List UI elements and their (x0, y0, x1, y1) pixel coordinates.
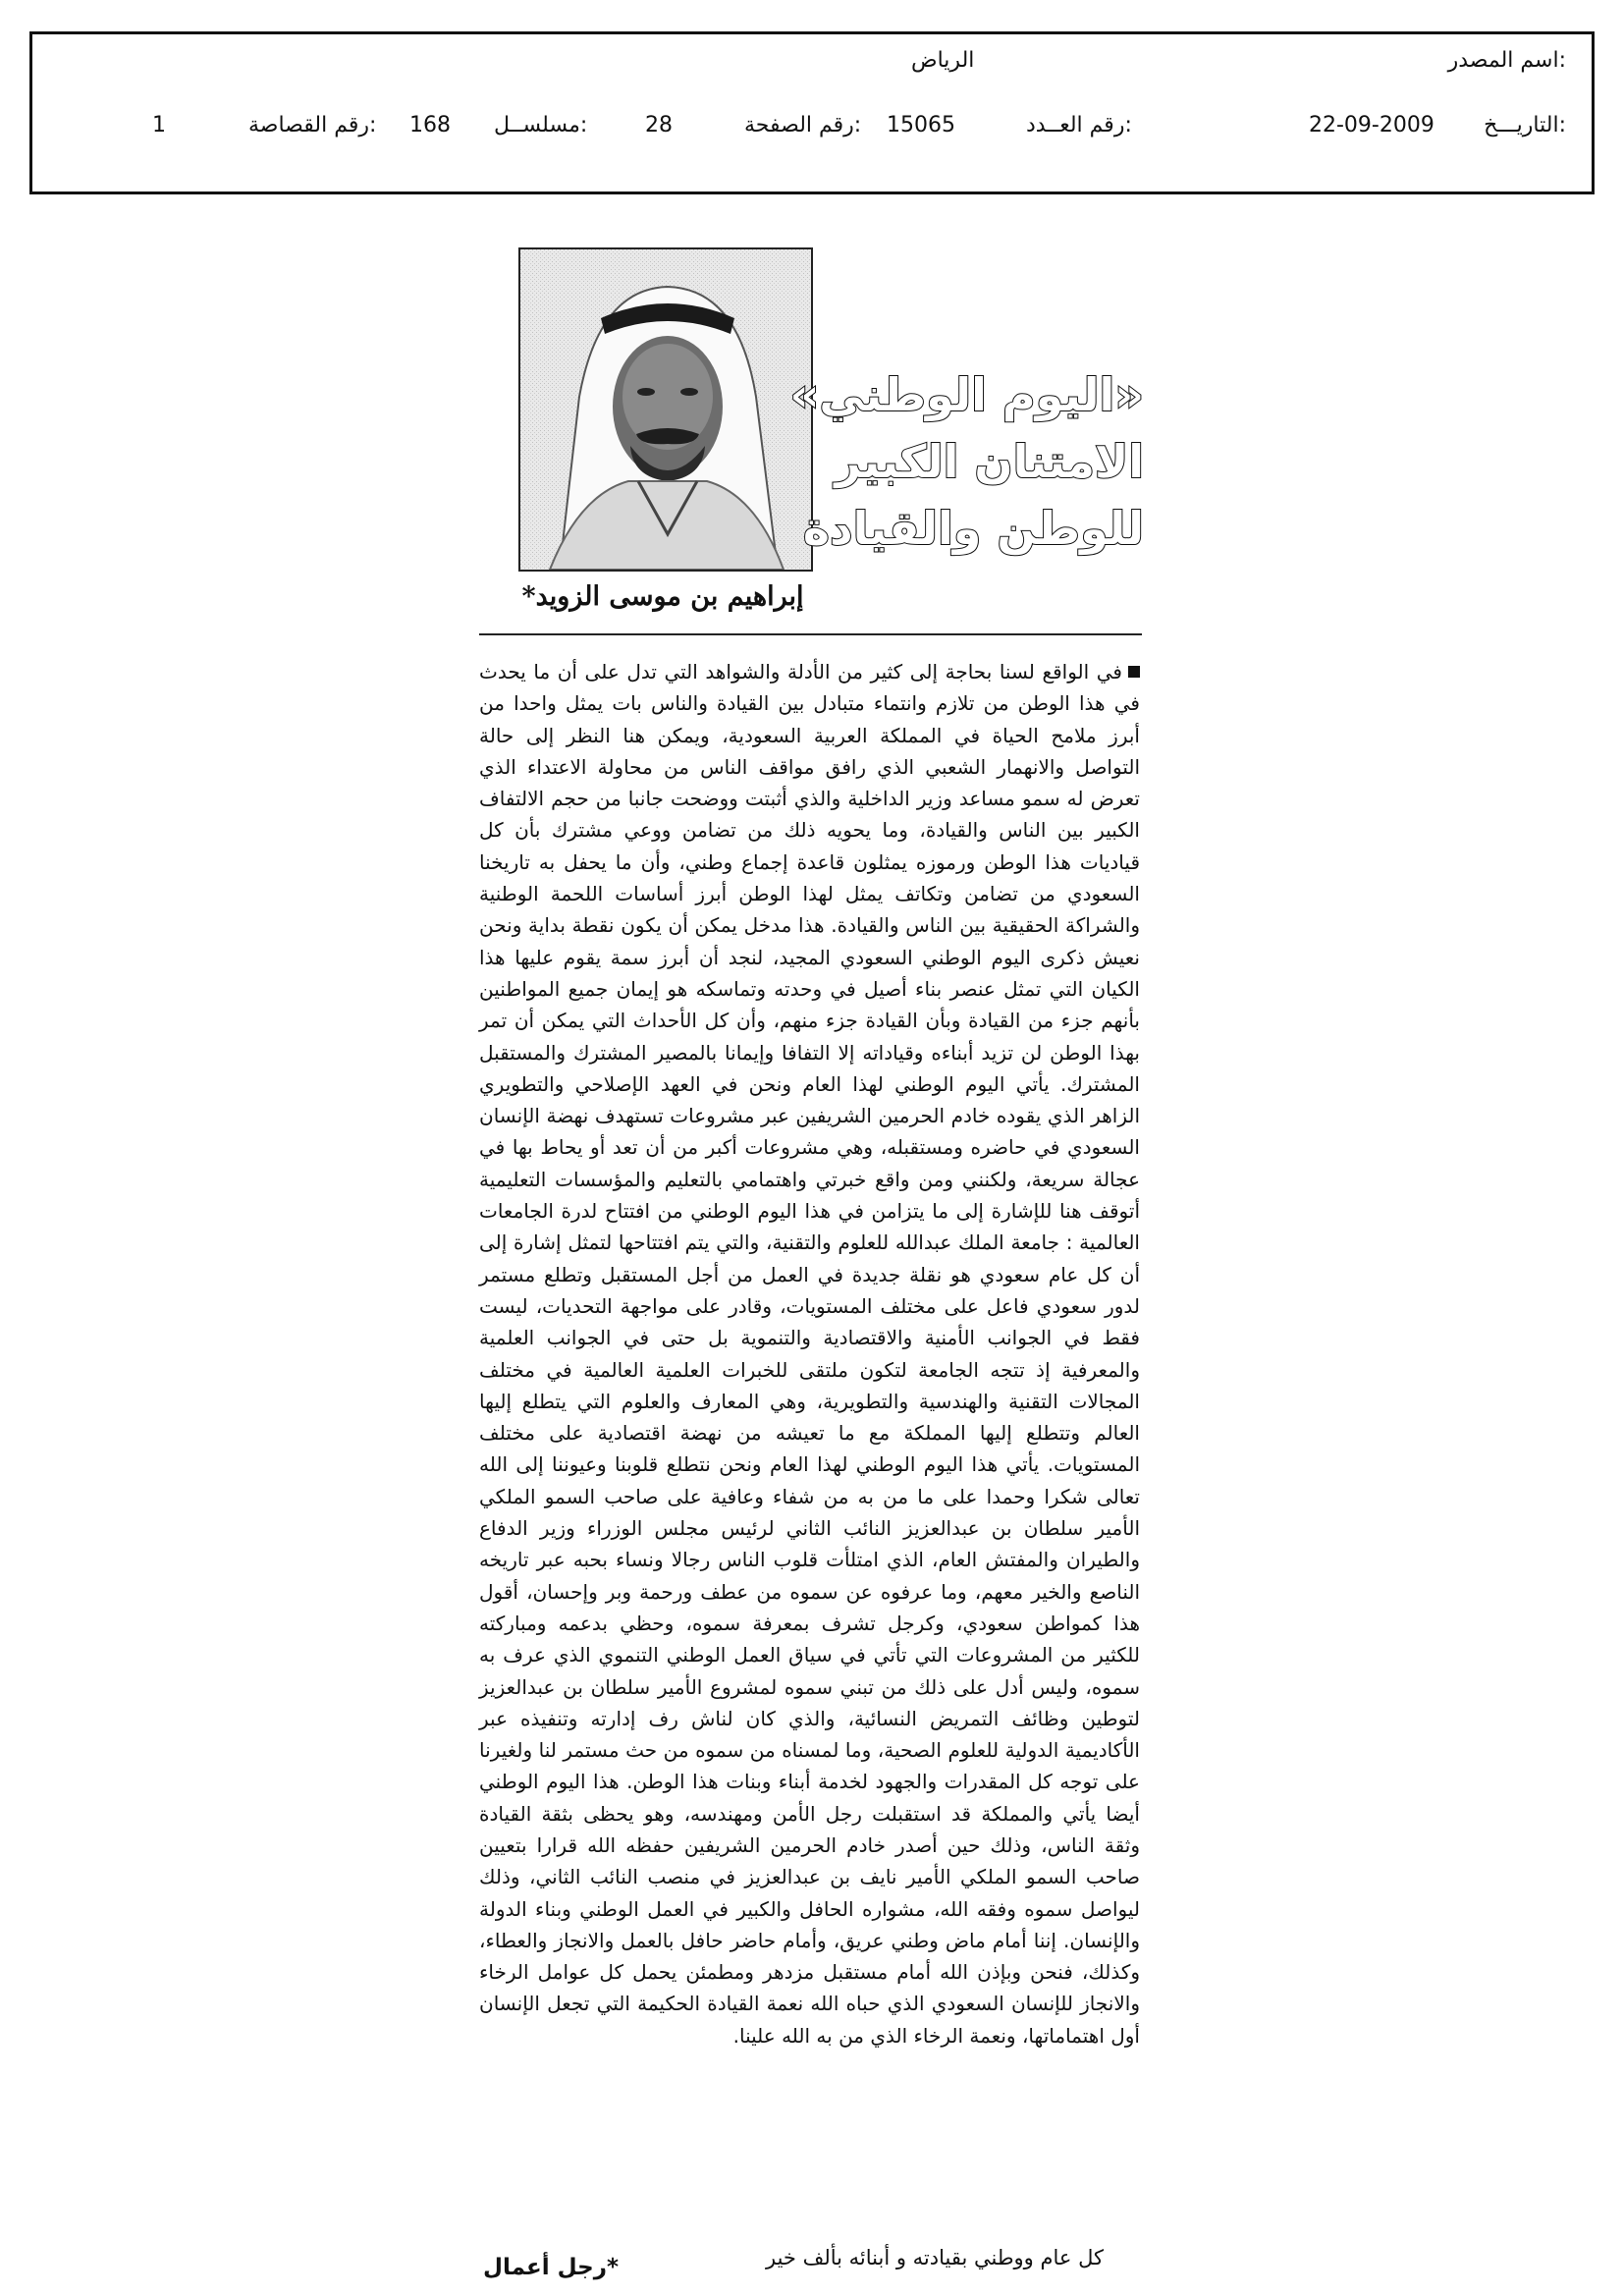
clipping-header (29, 31, 1595, 194)
author-portrait-image (520, 249, 811, 570)
issue-value: 15065 (887, 113, 955, 137)
issue-label: رقم العــدد: (1026, 113, 1132, 137)
headline-line-3: للوطن والقيادة (802, 502, 1144, 555)
article-body (479, 656, 1140, 2051)
source-label: اسم المصدر: (1447, 48, 1566, 73)
paragraph-marker-icon (1128, 666, 1140, 678)
headline-line-1: «اليوم الوطني» (789, 368, 1144, 421)
clip-label: رقم القصاصة: (248, 113, 377, 137)
page-value: 28 (645, 113, 673, 137)
closing-line: كل عام ووطني بقيادته و أبنائه بألف خير (766, 2246, 1104, 2269)
article-body-text: في الواقع لسنا بحاجة إلى كثير من الأدلة والشواهد التي تدل على أن ما يحدث في هذا الوطن من تلازم وانتماء متبادل بين القيادة والناس بات يمثل واحدا من أبرز ملامح الحياة في المملكة العربية السعودية، ويمكن هنا النظر إلى حالة التواصل والانهمار الشعبي الذي رافق مواقف الناس من محاولة الاعتداء الذي تعرض له سمو مساعد وزير الداخلية والذي أثبتت ووضحت جانبا من حجم الالتفاف الكبير بين الناس والقيادة، وما يحويه ذلك من تضامن ووعي مشترك بأن كل قياديات هذا الوطن ورموزه يمثلون قاعدة إجماع وطني، وأن ما يحفل به تاريخنا السعودي من تضامن وتكاتف يمثل لهذا الوطن أبرز أساسات اللحمة الوطنية والشراكة الحقيقية بين الناس والقيادة. هذا مدخل يمكن أن يكون نقطة بداية ونحن نعيش ذكرى اليوم الوطني السعودي المجيد، لنجد أن أبرز سمة يقوم عليها هذا الكيان التي تمثل عنصر بناء أصيل في وحدته وتماسكه هو إيمان جميع المواطنين بأنهم جزء من القيادة وبأن القيادة جزء منهم، وأن كل الأحداث التي يمكن أن تمر بهذا الوطن لن تزيد أبناءه وقياداته إلا التفافا وإيمانا بالمصير المشترك والمستقبل المشترك. يأتي اليوم الوطني لهذا العام ونحن في العهد الإصلاحي والتطويري الزاهر الذي يقوده خادم الحرمين الشريفين عبر مشروعات تستهدف نهضة الإنسان السعودي في حاضره ومستقبله، وهي مشروعات أكبر من أن تعد أو يحاط بها في عجالة سريعة، ولكنني ومن واقع خبرتي واهتمامي بالتعليم والمؤسسات التعليمية أتوقف هنا للإشارة إلى ما يتزامن في هذا اليوم الوطني من افتتاح لدرة الجامعات العالمية : جامعة الملك عبدالله للعلوم والتقنية، والتي يتم افتتاحها لتمثل إشارة إلى أن كل عام سعودي هو نقلة جديدة في العمل من أجل المستقبل وتطلع مستمر لدور سعودي فاعل على مختلف المستويات، وقادر على مواجهة التحديات، ليست فقط في الجوانب الأمنية والاقتصادية والتنموية بل حتى في الجوانب العلمية والمعرفية إذ تتجه الجامعة لتكون ملتقى للخبرات العلمية العالمية في مختلف المجالات التقنية والهندسية والتطويرية، وهي المعارف والعلوم التي يتطلع إليها العالم وتتطلع إليها المملكة مع ما تعيشه من نهضة اقتصادية على مختلف المستويات. يأتي هذا اليوم الوطني لهذا العام ونحن نتطلع قلوبنا وعيوننا إلى الله تعالى شكرا وحمدا على ما من به من شفاء وعافية على صاحب السمو الملكي الأمير سلطان بن عبدالعزيز النائب الثاني لرئيس مجلس الوزراء وزير الدفاع والطيران والمفتش العام، الذي امتلأت قلوب الناس رجالا ونساء بحبه عبر تاريخه الناصع والخير معهم، وما عرفوه عن سموه من عطف ورحمة وبر وإحسان، أقول هذا كمواطن سعودي، وكرجل تشرف بمعرفة سموه، وحظي بدعمه ومباركته للكثير من المشروعات التي تأتي في سياق العمل الوطني التنموي الذي عرف به سموه، وليس أدل على ذلك من تبني سموه لمشروع الأمير سلطان بن عبدالعزيز لتوطين وظائف التمريض النسائية، والذي كان لناش رف إدارته وتنفيذه عبر الأكاديمية الدولية للعلوم الصحية، وما لمسناه من سموه من حث مستمر لنا ولغيرنا على توجه كل المقدرات والجهود لخدمة أبناء وبنات هذا الوطن. هذا اليوم الوطني أيضا يأتي والمملكة قد استقبلت رجل الأمن ومهندسه، وهو يحظى بثقة القيادة وثقة الناس، وذلك حين أصدر خادم الحرمين الشريفين حفظه الله قرارا بتعيين صاحب السمو الملكي الأمير نايف بن عبدالعزيز في منصب النائب الثاني، وذلك ليواصل سموه وفقه الله، مشواره الحافل والكبير في العمل الوطني وبناء الدولة والإنسان. إننا أمام ماض وطني عريق، وأمام حاضر حافل بالعمل والانجاز والعطاء، وكذلك، فنحن وبإذن الله أمام مستقبل مزدهر ومطمئن يحمل كل عوامل الرخاء والانجاز للإنسان السعودي الذي حباه الله نعمة القيادة الحكيمة التي تجعل الإنسان أول اهتماماتها، ونعمة الرخاء الذي من به الله علينا. (479, 660, 1140, 2048)
serial-label: مسلســل: (494, 113, 588, 137)
author-caption: إبراهيم بن موسى الزويد* (521, 581, 804, 612)
headline-line-2: الامتنان الكبير (835, 435, 1144, 488)
date-value: 22-09-2009 (1309, 113, 1434, 137)
article-headline (789, 361, 1144, 562)
date-label: التاريـــخ: (1484, 113, 1566, 137)
author-title: *رجل أعمال (483, 2255, 619, 2280)
headline-divider (479, 633, 1142, 635)
serial-value: 168 (409, 113, 451, 137)
clip-value: 1 (152, 113, 166, 137)
source-value: الرياض (911, 48, 975, 73)
author-photo (518, 247, 813, 572)
page-label: رقم الصفحة: (744, 113, 862, 137)
